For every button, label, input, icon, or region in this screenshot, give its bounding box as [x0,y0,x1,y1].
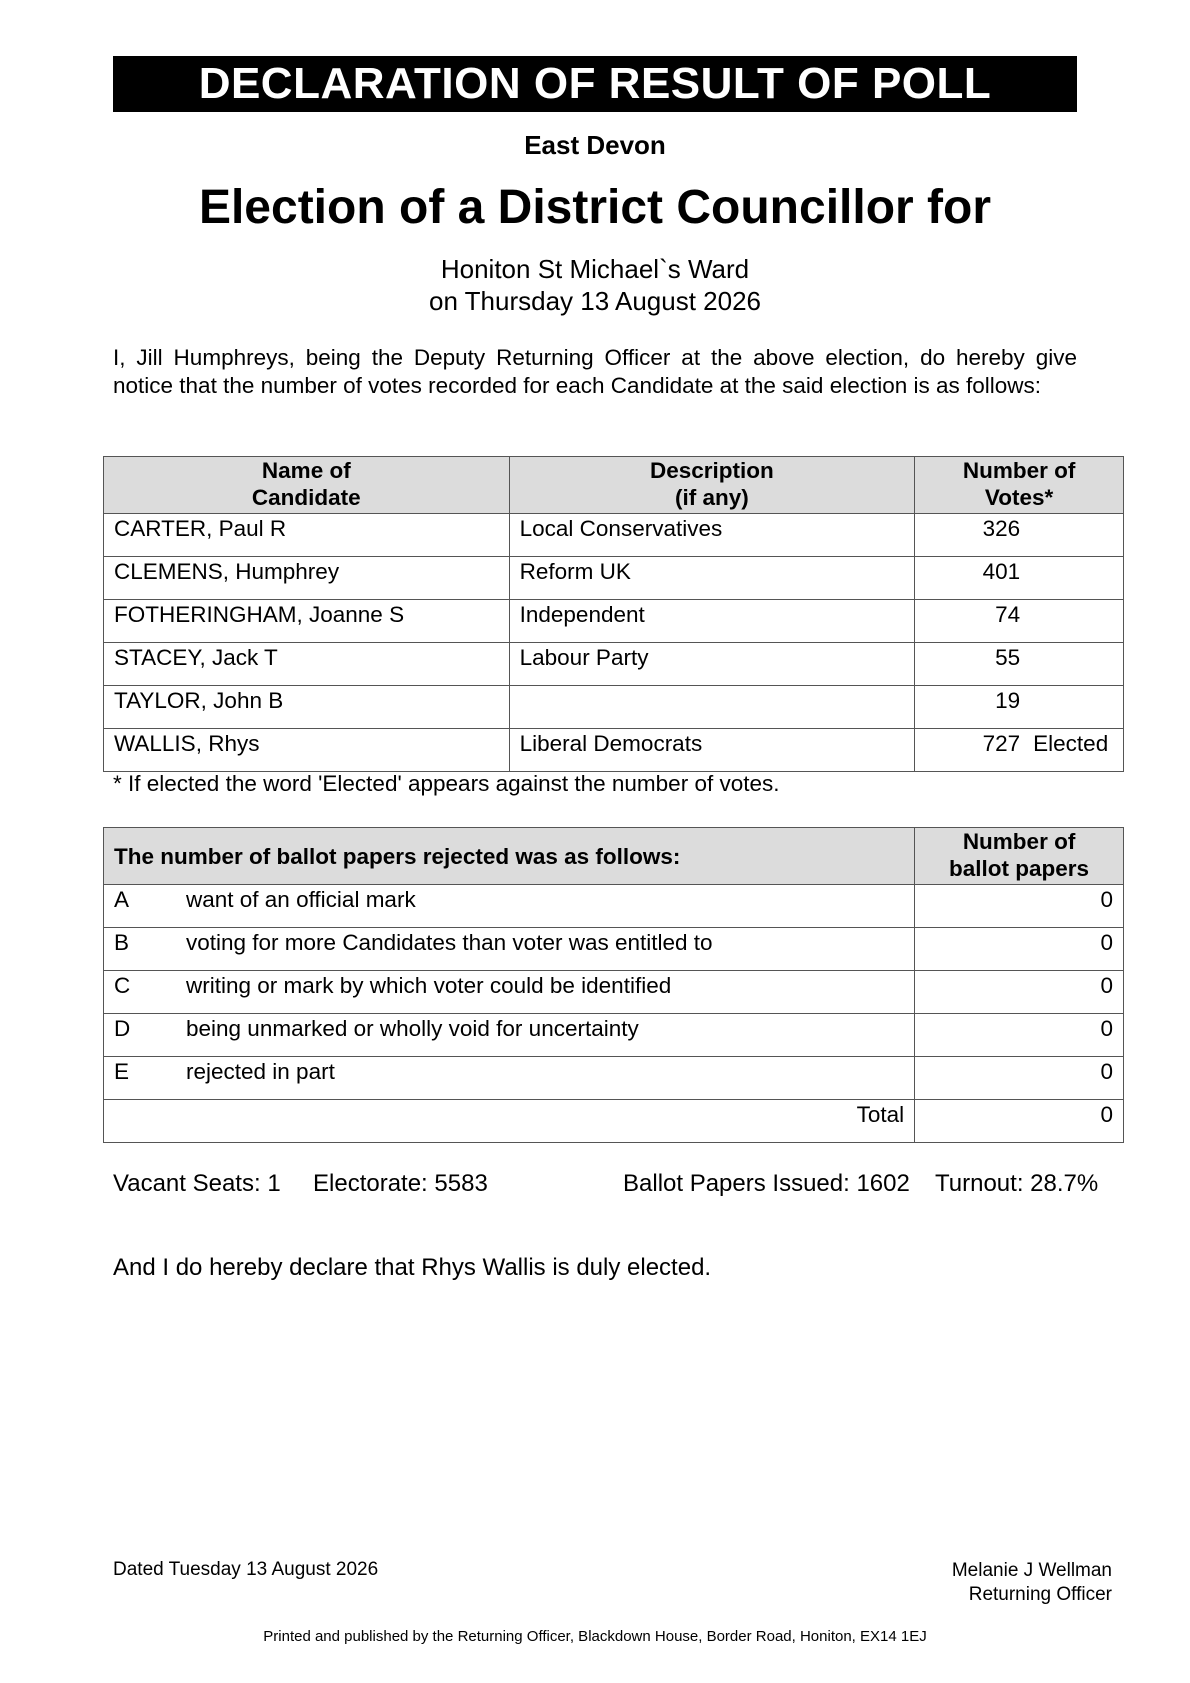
rejected-heading: The number of ballot papers rejected was as follows: [104,828,915,885]
rejected-reason: voting for more Candidates than voter was entitled to [186,930,713,955]
ballot-count-header [915,828,1124,885]
rejected-row [104,928,1124,971]
candidate-description: Independent [509,600,915,643]
rejected-reason: want of an official mark [186,887,416,912]
votes-header-line1: Number of [962,458,1076,483]
candidates-header-row [104,457,1124,514]
rejected-code: D [114,1016,131,1041]
election-title: Election of a District Councillor for [198,181,992,234]
electorate: Electorate: 5583 [313,1170,488,1197]
candidate-row [104,600,1124,643]
rejected-row [104,885,1124,928]
candidate-row [104,643,1124,686]
candidate-row [104,686,1124,729]
name-header-line1: Name of [261,458,351,483]
rejected-reason-cell [104,1014,915,1057]
candidate-votes-cell [915,643,1124,686]
rejected-code: C [114,973,131,998]
candidate-votes: 326 [982,516,1021,541]
candidate-votes: 727 [982,731,1021,756]
candidate-name: TAYLOR, John B [104,686,510,729]
rejected-row [104,1014,1124,1057]
ballot-papers-issued: Ballot Papers Issued: 1602 [623,1170,910,1197]
vacant-seats: Vacant Seats: 1 [113,1170,281,1197]
rejected-count: 0 [915,1014,1124,1057]
rejected-count: 0 [915,928,1124,971]
signer-role: Returning Officer [968,1584,1112,1605]
rejected-code: E [114,1059,130,1084]
ballot-count-header-line2: ballot papers [949,856,1090,881]
candidate-votes: 74 [995,602,1021,627]
candidate-votes-cell [915,729,1124,772]
council-name: East Devon [524,130,666,160]
signer-name: Melanie J Wellman [951,1560,1112,1581]
rejected-header-row [104,828,1124,885]
candidate-description: Reform UK [509,557,915,600]
candidate-votes-cell [915,600,1124,643]
name-header [104,457,510,514]
candidate-row [104,729,1124,772]
rejected-reason-cell [104,885,915,928]
candidate-name: STACEY, Jack T [104,643,510,686]
candidate-name: WALLIS, Rhys [104,729,510,772]
rejected-reason-cell [104,971,915,1014]
candidate-description: Local Conservatives [509,514,915,557]
imprint-line: Printed and published by the Returning Officer, Blackdown House, Border Road, Honiton, EX14 1EJ [263,1628,927,1645]
rejected-row [104,971,1124,1014]
candidate-name: FOTHERINGHAM, Joanne S [104,600,510,643]
rejected-code: A [114,887,130,912]
candidate-votes-cell [915,557,1124,600]
election-date: on Thursday 13 August 2026 [429,286,761,316]
rejected-count: 0 [915,971,1124,1014]
candidate-name: CARTER, Paul R [104,514,510,557]
candidate-row [104,514,1124,557]
ward-name: Honiton St Michael`s Ward [440,254,750,284]
signature-block [952,1559,1112,1607]
rejected-ballots-table [103,827,1124,1143]
rejected-reason: being unmarked or wholly void for uncertainty [186,1016,639,1041]
rejected-reason: writing or mark by which voter could be identified [186,973,672,998]
candidate-name: CLEMENS, Humphrey [104,557,510,600]
candidate-votes: 55 [995,645,1021,670]
candidates-table [103,456,1124,772]
candidate-description [509,686,915,729]
candidate-description: Liberal Democrats [509,729,915,772]
candidate-description: Labour Party [509,643,915,686]
turnout: Turnout: 28.7% [935,1170,1099,1197]
votes-header-line2: Votes* [984,485,1054,510]
dated-line: Dated Tuesday 13 August 2026 [113,1559,379,1580]
notice-paragraph: I, Jill Humphreys, being the Deputy Returning Officer at the above election, do hereby give notice that the number of votes recorded for each Candidate at the said election is as follows: [113,345,1077,398]
candidate-votes: 401 [982,559,1021,584]
description-header [509,457,915,514]
total-count: 0 [915,1100,1124,1143]
rejected-code: B [114,930,130,955]
rejected-reason: rejected in part [186,1059,335,1084]
rejected-count: 0 [915,1057,1124,1100]
description-header-line1: Description [650,458,774,483]
elected-footnote: * If elected the word 'Elected' appears against the number of votes. [113,771,780,796]
name-header-line2: Candidate [251,485,361,510]
total-label: Total [104,1100,915,1143]
rejected-reason-cell [104,1057,915,1100]
candidate-votes: 19 [995,688,1021,713]
candidate-votes-cell [915,514,1124,557]
rejected-row [104,1057,1124,1100]
elected-status: Elected [1033,731,1109,756]
description-header-line2: (if any) [675,485,749,510]
rejected-count: 0 [915,885,1124,928]
declaration-statement: And I do hereby declare that Rhys Wallis is duly elected. [113,1254,712,1281]
candidate-votes-cell [915,686,1124,729]
candidate-row [104,557,1124,600]
rejected-reason-cell [104,928,915,971]
ballot-count-header-line1: Number of [962,829,1076,854]
votes-header [915,457,1124,514]
declaration-banner: DECLARATION OF RESULT OF POLL [113,56,1077,112]
rejected-total-row [104,1100,1124,1143]
